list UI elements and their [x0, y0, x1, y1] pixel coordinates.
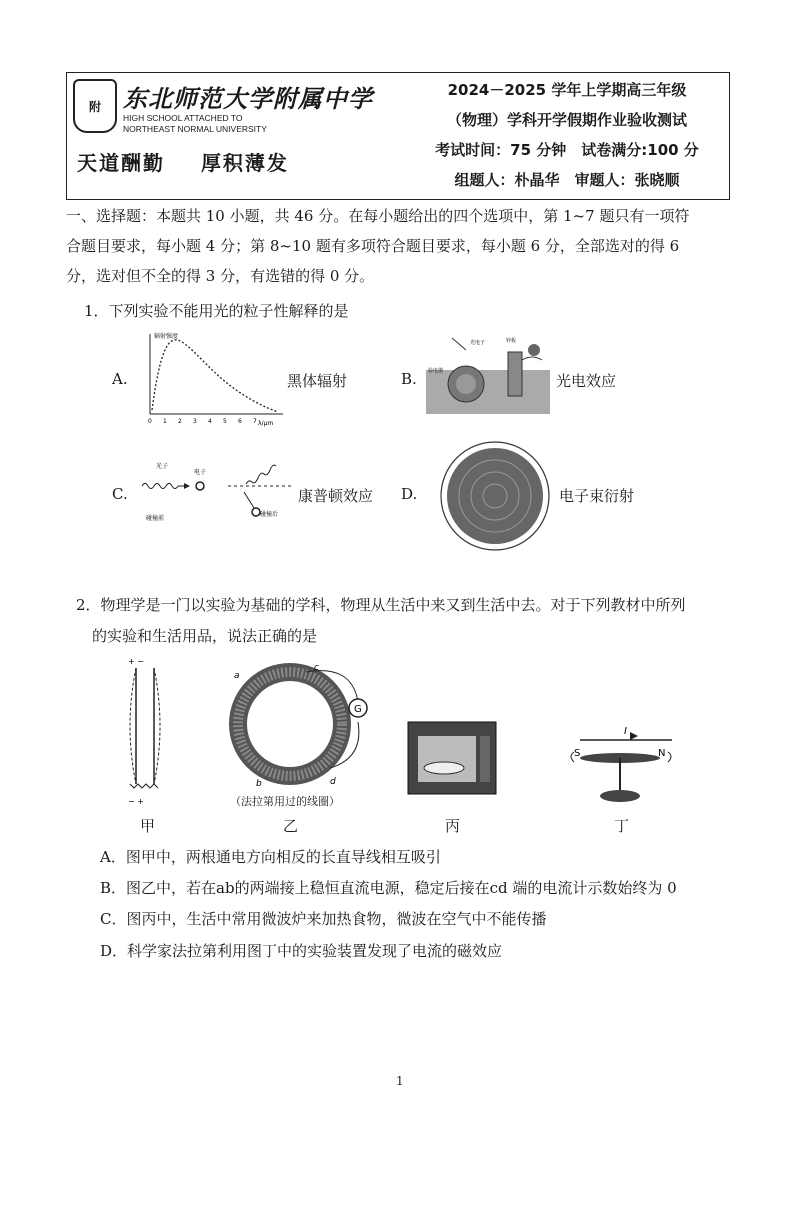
q1-option-b-text: 光电效应 [556, 372, 617, 390]
faraday-ring-coil-photo [220, 658, 372, 790]
instructions-line-1: 一、选择题：本题共 10 小题，共 46 分。在每小题给出的四个选项中，第 1~7 题只有一项符 [66, 207, 690, 225]
school-name-en-line2: NORTHEAST NORMAL UNIVERSITY [123, 124, 267, 134]
motto-part-1: 天道酬勤 [77, 151, 165, 175]
current-label: I [624, 726, 627, 737]
section-instructions [66, 205, 746, 287]
page-number: 1 [396, 1074, 404, 1088]
q1-option-c-letter: C. [112, 485, 128, 503]
terminal-b: b [256, 779, 262, 789]
school-motto [77, 147, 289, 176]
school-name-en [123, 113, 267, 135]
graph-xlabel: λ/μm [258, 420, 274, 427]
q2-stem-line-2: 的实验和生活用品，说法正确的是 [92, 627, 318, 645]
photo-label-3: 验电器 [428, 368, 444, 374]
pole-n: N [658, 748, 666, 759]
q2-option-b: B．图乙中，若在ab的两端接上稳恒直流电源，稳定后接在cd 端的电流计示数始终为 0 [100, 879, 677, 897]
svg-text:+ −: + − [128, 657, 144, 666]
graph-tick-label: 7 [253, 418, 257, 425]
photo-label-1: 光电子 [470, 340, 486, 346]
school-seal-icon: 附 [73, 79, 117, 133]
fig-yi-caption: 乙 [283, 817, 299, 835]
graph-ylabel: 辐射强度 [154, 333, 179, 340]
q2-stem-line-1: 2．物理学是一门以实验为基础的学科，物理从生活中来又到生活中去。对于下列教材中所列 [76, 596, 686, 614]
compton-photon-label: 光子 [156, 463, 169, 470]
header-year: 2024－2025 学年上学期高三年级 [447, 81, 687, 99]
q1-option-b-letter: B. [401, 370, 417, 388]
graph-tick-label: 3 [193, 418, 197, 425]
terminal-d: d [330, 777, 336, 787]
q1-option-d-letter: D. [401, 485, 418, 503]
compton-scattering-diagram [136, 452, 296, 532]
fig-jia-caption: 甲 [140, 817, 156, 835]
graph-tick-label: 5 [223, 418, 227, 425]
school-name-en-line1: HIGH SCHOOL ATTACHED TO [123, 113, 243, 123]
microwave-oven-photo [404, 712, 500, 804]
photo-label-2: 锌板 [506, 338, 517, 344]
svg-text:− +: − + [128, 797, 144, 806]
fig-bing-caption: 丙 [445, 817, 461, 835]
graph-tick-label: 0 [148, 418, 152, 425]
fig-yi-subcaption: （法拉第用过的线圈） [230, 795, 340, 808]
q1-stem: 1．下列实验不能用光的粒子性解释的是 [84, 302, 349, 320]
graph-tick-label: 6 [238, 418, 242, 425]
terminal-a: a [234, 671, 240, 681]
parallel-wires-diagram [120, 654, 176, 810]
blackbody-radiation-graph [138, 330, 288, 428]
fig-ding-caption: 丁 [614, 817, 630, 835]
compton-before-label: 碰撞前 [146, 515, 165, 522]
electron-diffraction-pattern [438, 440, 552, 552]
header-subject: （物理）学科开学假期作业验收测试 [446, 111, 687, 129]
motto-part-2: 厚积薄发 [200, 151, 289, 175]
q2-option-a: A．图甲中，两根通电方向相反的长直导线相互吸引 [100, 848, 441, 866]
graph-tick-label: 4 [208, 418, 212, 425]
instructions-line-3: 分，选对但不全的得 3 分，有选错的得 0 分。 [66, 267, 375, 285]
q2-option-d: D．科学家法拉第利用图丁中的实验装置发现了电流的磁效应 [100, 942, 503, 960]
school-name-cn: 东北师范大学附属中学 [123, 85, 373, 113]
q1-option-c-text: 康普顿效应 [298, 487, 374, 505]
q2-option-c: C．图丙中，生活中常用微波炉来加热食物，微波在空气中不能传播 [100, 910, 547, 928]
oersted-compass-diagram [560, 722, 680, 808]
pole-s: S [574, 748, 581, 759]
graph-tick-label: 1 [163, 418, 167, 425]
q1-option-d-text: 电子束衍射 [559, 487, 635, 505]
compton-electron-label: 电子 [194, 469, 207, 476]
instructions-line-2: 合题目要求，每小题 4 分；第 8~10 题有多项符合题目要求，每小题 6 分，全部选对的得 6 [66, 237, 680, 255]
photoelectric-apparatus-photo [422, 330, 554, 416]
compton-after-label: 碰撞后 [260, 511, 279, 518]
galvanometer-label: G [354, 704, 362, 715]
header-time-score: 考试时间：75 分钟 试卷满分:100 分 [435, 141, 699, 159]
q1-option-a-text: 黑体辐射 [287, 372, 348, 390]
terminal-c: c [314, 663, 319, 673]
header-authors: 组题人：朴晶华 审题人：张晓顺 [454, 171, 680, 189]
graph-tick-label: 2 [178, 418, 182, 425]
exam-header [66, 72, 730, 200]
q1-option-a-letter: A. [112, 370, 128, 388]
